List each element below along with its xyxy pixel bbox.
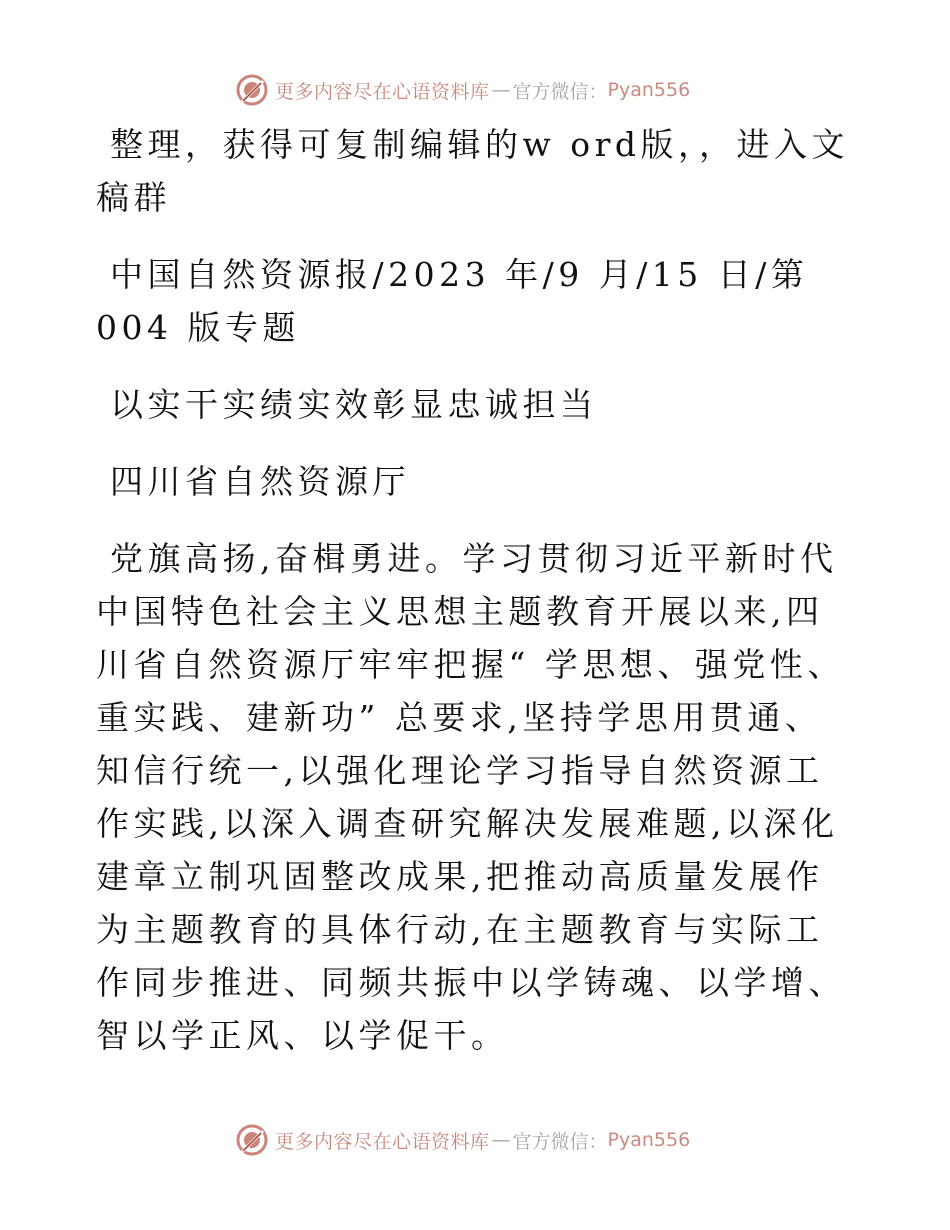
watermark-site-text: 更多内容尽在心语资料库 — [275, 1130, 490, 1153]
watermark-separator: — — [491, 79, 511, 101]
article-author: 四川省自然资源厅 — [110, 462, 410, 501]
watermark-label: 官方微信： — [512, 80, 608, 103]
watermark-separator: — — [491, 1129, 511, 1151]
document-body — [96, 118, 856, 1086]
watermark-account: Pyan556 — [607, 1129, 691, 1151]
source-line: 中国自然资源报/2023 年/9 月/15 日/第 004 版专题 — [96, 255, 809, 347]
watermark-site-text: 更多内容尽在心语资料库 — [275, 80, 490, 103]
footer-watermark — [235, 1122, 690, 1158]
article-title: 以实干实绩实效彰显忠诚担当 — [110, 385, 598, 424]
watermark-label: 官方微信： — [512, 1130, 608, 1153]
pen-logo-icon — [235, 73, 269, 107]
watermark-account: Pyan556 — [607, 79, 691, 101]
pen-logo-icon — [235, 1123, 269, 1157]
intro-paragraph: 整理，获得可复制编辑的w ord版，，进入文稿群 — [96, 125, 850, 217]
body-paragraph: 党旗高扬,奋楫勇进。学习贯彻习近平新时代中国特色社会主义思想主题教育开展以来,四川省自然资源厅牢牢把握“ 学思想、强党性、重实践、建新功” 总要求,坚持学思用贯通、知信行统一,以强化理论学习指导自然资源工作实践,以深入调查研究解决发展难题,以深化建章立制巩固整改成果,把推动高质量发展作为主题教育的具体行动,在主题教育与实际工作同步推进、同频共振中以学铸魂、以学增、智以学正风、以学促干。 — [96, 539, 846, 1055]
header-watermark — [235, 72, 690, 108]
